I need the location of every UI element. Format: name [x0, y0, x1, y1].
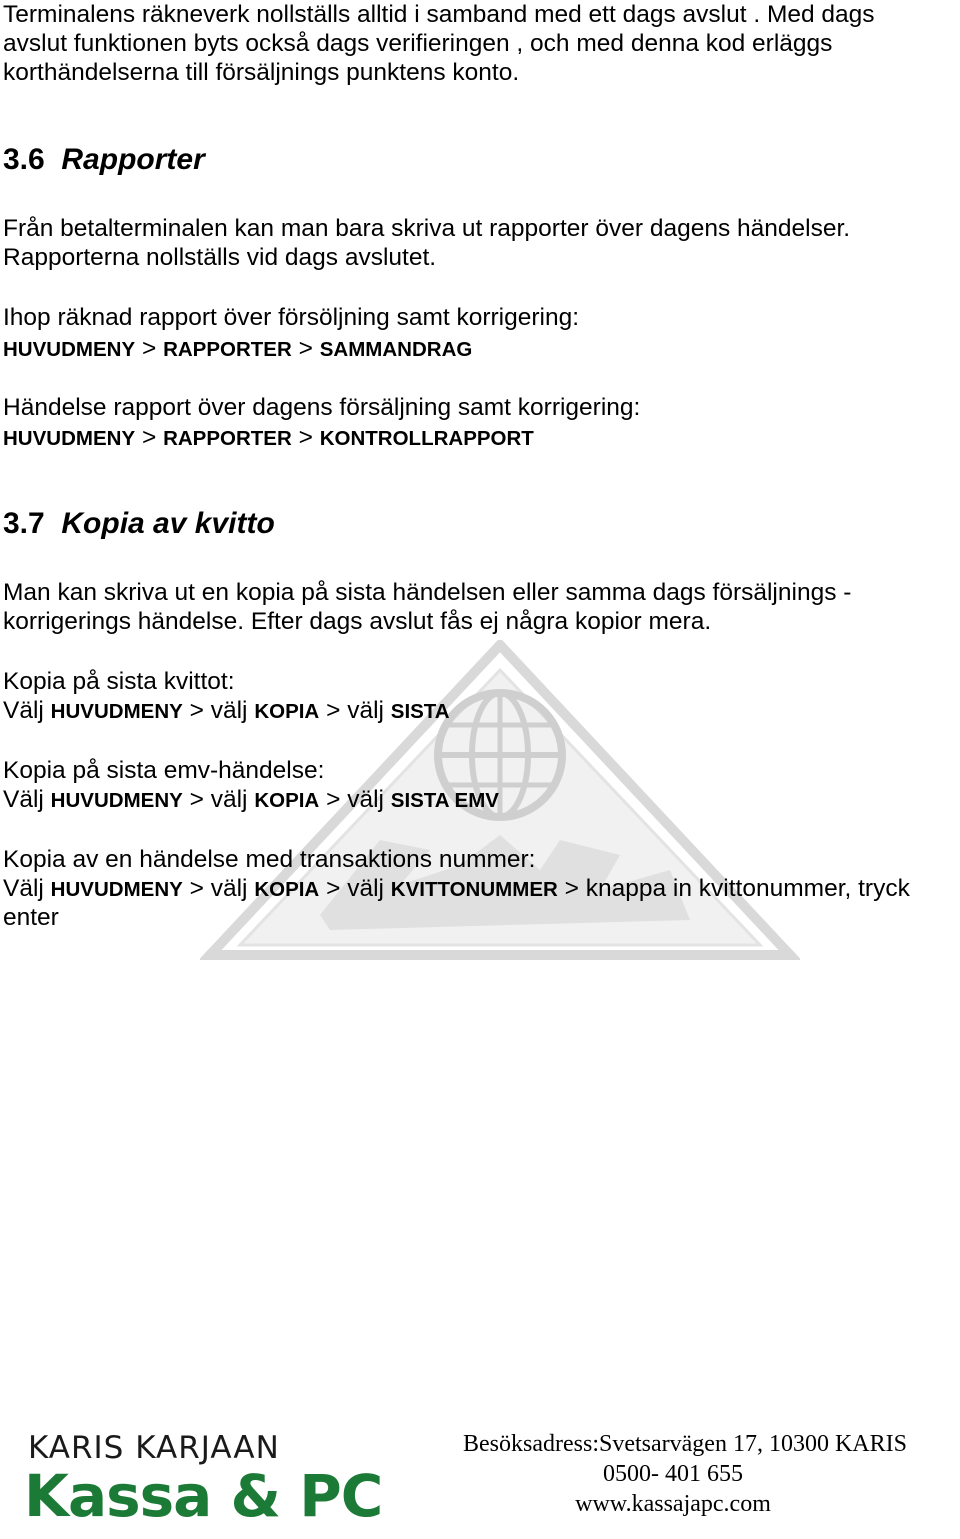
menu-step: SISTA [390, 700, 450, 723]
menu-step: RAPPORTER [163, 338, 292, 361]
menu-step: HUVUDMENY [50, 789, 183, 812]
menu-step: HUVUDMENY [3, 427, 136, 450]
copy-last-receipt-label: Kopia på sista kvittot: [3, 668, 235, 695]
menu-step: KOPIA [254, 878, 320, 901]
choose-word: välj [210, 786, 248, 813]
menu-step: HUVUDMENY [3, 338, 136, 361]
choose-word: Välj [3, 786, 44, 813]
reports-para-line-2: Rapporterna nollställs vid dags avslutet. [3, 244, 437, 271]
company-logo-subtitle: KARIS KARJAAN [28, 1430, 280, 1466]
menu-step: KVITTONUMMER [390, 878, 558, 901]
section-title: Rapporter [61, 143, 205, 176]
intro-line-2: avslut funktionen byts också dags verifieringen , och med denna kod erläggs [3, 30, 833, 57]
intro-line-3: korthändelserna till försäljnings punktens konto. [3, 59, 520, 86]
summary-report-label: Ihop räknad rapport över försöljning samt korrigering: [3, 304, 580, 331]
path-separator: > [141, 335, 157, 362]
transaction-instruction: knappa in kvittonummer, tryck [585, 875, 910, 902]
intro-line-1: Terminalens räkneverk nollställs alltid i samband med ett dags avslut . Med dags [3, 1, 875, 28]
footer-address: Besöksadress:Svetsarvägen 17, 10300 KARIS [463, 1431, 907, 1457]
path-separator: > [326, 875, 341, 902]
menu-step: KONTROLLRAPPORT [319, 427, 534, 450]
path-separator: > [564, 875, 579, 902]
copy-last-emv-path [3, 785, 499, 816]
path-separator: > [326, 697, 341, 724]
choose-word: välj [210, 875, 248, 902]
control-report-path [3, 423, 534, 454]
path-separator: > [189, 786, 204, 813]
choose-word: välj [210, 697, 248, 724]
choose-word: Välj [3, 697, 44, 724]
path-separator: > [326, 786, 341, 813]
path-separator: > [189, 697, 204, 724]
menu-step: HUVUDMENY [50, 700, 183, 723]
footer-phone: 0500- 401 655 [603, 1461, 743, 1487]
copy-by-transaction-tail: enter [3, 904, 59, 931]
section-heading-3-6 [3, 143, 205, 177]
choose-word: Välj [3, 875, 44, 902]
section-heading-3-7 [3, 507, 275, 541]
menu-step: KOPIA [254, 789, 320, 812]
company-logo: Kassa & PC [24, 1462, 383, 1530]
footer-website: www.kassajapc.com [575, 1491, 771, 1517]
menu-step: KOPIA [254, 700, 320, 723]
copy-last-receipt-path [3, 696, 450, 727]
choose-word: välj [347, 786, 384, 813]
copy-by-transaction-path [3, 874, 910, 905]
section-number: 3.6 [3, 143, 45, 176]
control-report-label: Händelse rapport över dagens försäljning samt korrigering: [3, 394, 641, 421]
path-separator: > [141, 424, 157, 451]
path-separator: > [189, 875, 204, 902]
copy-by-transaction-label: Kopia av en händelse med transaktions nummer: [3, 846, 536, 873]
path-separator: > [298, 424, 313, 451]
menu-step: RAPPORTER [163, 427, 292, 450]
section-title: Kopia av kvitto [61, 507, 275, 540]
choose-word: välj [347, 875, 384, 902]
menu-step: SAMMANDRAG [319, 338, 473, 361]
choose-word: välj [347, 697, 384, 724]
copy-last-emv-label: Kopia på sista emv-händelse: [3, 757, 325, 784]
path-separator: > [298, 335, 313, 362]
copy-para-line-2: korrigerings händelse. Efter dags avslut fås ej några kopior mera. [3, 608, 712, 635]
section-number: 3.7 [3, 507, 45, 540]
summary-report-path [3, 334, 472, 365]
reports-para-line-1: Från betalterminalen kan man bara skriva ut rapporter över dagens händelser. [3, 215, 851, 242]
copy-para-line-1: Man kan skriva ut en kopia på sista händelsen eller samma dags försäljnings - [3, 579, 852, 606]
menu-step: HUVUDMENY [50, 878, 183, 901]
menu-step: SISTA EMV [390, 789, 499, 812]
